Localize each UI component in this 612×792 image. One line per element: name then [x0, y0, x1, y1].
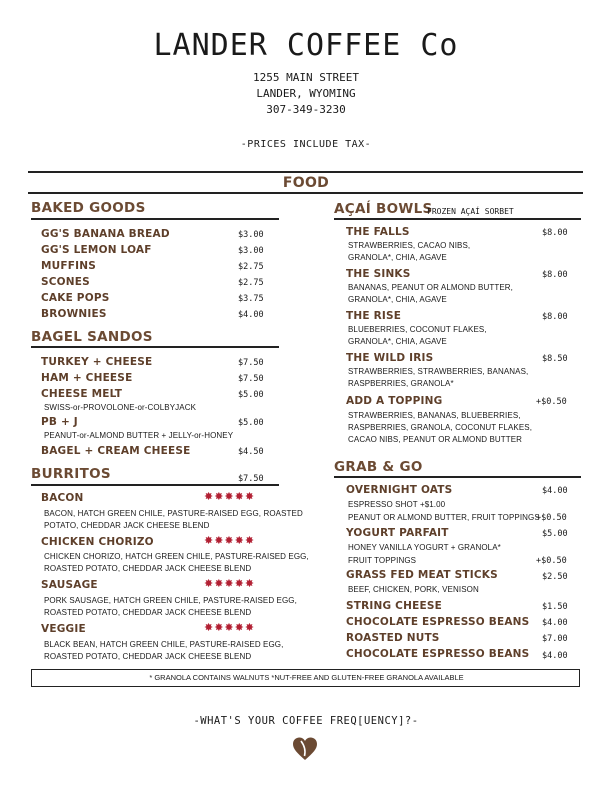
- item-name: CHOCOLATE ESPRESSO BEANS: [346, 616, 530, 628]
- item-description: BANANAS, PEANUT OR ALMOND BUTTER,: [348, 283, 513, 292]
- item-price: $4.00: [238, 310, 264, 320]
- tagline: -WHAT'S YOUR COFFEE FREQ[UENCY]?-: [193, 715, 419, 727]
- item-description: BLACK BEAN, HATCH GREEN CHILE, PASTURE-RAISED EGG,: [44, 640, 284, 649]
- item-price: $7.50: [238, 358, 264, 368]
- baked-goods-rule: [31, 218, 279, 220]
- item-name: CHICKEN CHORIZO: [41, 536, 154, 548]
- food-rule-top: [28, 171, 583, 173]
- item-price: $2.75: [238, 278, 264, 288]
- item-price: $2.75: [238, 262, 264, 272]
- item-name: GRASS FED MEAT STICKS: [346, 569, 498, 581]
- baked-goods-heading: BAKED GOODS: [31, 200, 146, 216]
- grab-and-go-heading: GRAB & GO: [334, 459, 423, 475]
- pepper-heat-rating: ✸✸✸✸✸: [204, 621, 256, 634]
- item-description: STRAWBERRIES, CACAO NIBS,: [348, 241, 471, 250]
- item-description: PEANUT-or-ALMOND BUTTER + JELLY-or-HONEY: [44, 431, 234, 440]
- pepper-heat-rating: ✸✸✸✸✸: [204, 577, 256, 590]
- acai-bowls-heading: AÇAÍ BOWLS: [334, 201, 433, 217]
- bagel-sandos-rule: [31, 346, 279, 348]
- item-price: $5.00: [238, 418, 264, 428]
- item-price: $2.50: [542, 572, 568, 582]
- address-line-2: LANDER, WYOMING: [256, 87, 356, 100]
- item-description: BACON, HATCH GREEN CHILE, PASTURE-RAISED EGG, ROASTED: [44, 509, 303, 518]
- item-description: BEEF, CHICKEN, PORK, VENISON: [348, 585, 479, 594]
- item-name: TURKEY + CHEESE: [41, 356, 153, 368]
- item-name: BROWNIES: [41, 308, 107, 320]
- item-price: $4.50: [238, 447, 264, 457]
- item-addon-price: +$0.50: [536, 513, 567, 523]
- item-price: $1.50: [542, 602, 568, 612]
- item-name: OVERNIGHT OATS: [346, 484, 453, 496]
- burritos-heading: BURRITOS: [31, 466, 111, 482]
- item-name: SCONES: [41, 276, 90, 288]
- grab-and-go-rule: [334, 476, 581, 478]
- item-name: BACON: [41, 492, 84, 504]
- item-price: $4.00: [542, 651, 568, 661]
- item-description: CACAO NIBS, PEANUT OR ALMOND BUTTER: [348, 435, 523, 444]
- item-name: THE FALLS: [346, 226, 410, 238]
- item-description: HONEY VANILLA YOGURT + GRANOLA*: [348, 543, 501, 552]
- item-name: ROASTED NUTS: [346, 632, 440, 644]
- item-description: POTATO, CHEDDAR JACK CHEESE BLEND: [44, 521, 210, 530]
- item-description: PORK SAUSAGE, HATCH GREEN CHILE, PASTURE-RAISED EGG,: [44, 596, 297, 605]
- item-price: $4.00: [542, 486, 568, 496]
- coffee-bean-heart-icon: [292, 736, 318, 762]
- item-name: STRING CHEESE: [346, 600, 442, 612]
- item-price: $3.00: [238, 246, 264, 256]
- item-name: BAGEL + CREAM CHEESE: [41, 445, 191, 457]
- item-description: SWISS-or-PROVOLONE-or-COLBYJACK: [44, 403, 197, 412]
- item-name: CHOCOLATE ESPRESSO BEANS: [346, 648, 530, 660]
- item-name: THE SINKS: [346, 268, 411, 280]
- item-description: ROASTED POTATO, CHEDDAR JACK CHEESE BLEND: [44, 608, 252, 617]
- item-name: CAKE POPS: [41, 292, 110, 304]
- item-price: $8.00: [542, 312, 568, 322]
- item-description: RASPBERRIES, GRANOLA*: [348, 379, 454, 388]
- item-description: ESPRESSO SHOT +$1.00: [348, 500, 446, 509]
- item-name: HAM + CHEESE: [41, 372, 133, 384]
- item-description: STRAWBERRIES, STRAWBERRIES, BANANAS,: [348, 367, 529, 376]
- item-name: VEGGIE: [41, 623, 86, 635]
- item-price: $8.50: [542, 354, 568, 364]
- item-price: $3.00: [238, 230, 264, 240]
- item-price: $7.50: [238, 374, 264, 384]
- item-price: $7.00: [542, 634, 568, 644]
- pepper-heat-rating: ✸✸✸✸✸: [204, 534, 256, 547]
- item-description: ROASTED POTATO, CHEDDAR JACK CHEESE BLEND: [44, 564, 252, 573]
- item-name: GG'S BANANA BREAD: [41, 228, 170, 240]
- item-price: $8.00: [542, 228, 568, 238]
- item-name: SAUSAGE: [41, 579, 98, 591]
- burritos-rule: [31, 484, 279, 486]
- item-price: $8.00: [542, 270, 568, 280]
- item-name: THE WILD IRIS: [346, 352, 434, 364]
- item-description: CHICKEN CHORIZO, HATCH GREEN CHILE, PASTURE-RAISED EGG,: [44, 552, 309, 561]
- item-description: GRANOLA*, CHIA, AGAVE: [348, 253, 447, 262]
- item-description: GRANOLA*, CHIA, AGAVE: [348, 295, 447, 304]
- item-name: PB + J: [41, 416, 78, 428]
- item-name: YOGURT PARFAIT: [346, 527, 449, 539]
- item-description: PEANUT OR ALMOND BUTTER, FRUIT TOPPINGS: [348, 513, 540, 522]
- granola-footnote: * GRANOLA CONTAINS WALNUTS *NUT-FREE AND GLUTEN-FREE GRANOLA AVAILABLE: [149, 673, 464, 682]
- address-line-1: 1255 MAIN STREET: [253, 71, 359, 84]
- bagel-sandos-heading: BAGEL SANDOS: [31, 329, 153, 345]
- item-description: FRUIT TOPPINGS: [348, 556, 417, 565]
- acai-bowls-subtitle: FROZEN AÇAÍ SORBET: [427, 207, 514, 216]
- item-name: GG'S LEMON LOAF: [41, 244, 152, 256]
- item-name: THE RISE: [346, 310, 402, 322]
- item-description: RASPBERRIES, GRANOLA, COCONUT FLAKES,: [348, 423, 533, 432]
- shop-title: LANDER COFFEE Co: [153, 28, 459, 63]
- item-price: +$0.50: [536, 397, 567, 407]
- item-description: BLUEBERRIES, COCONUT FLAKES,: [348, 325, 487, 334]
- item-price: $5.00: [542, 529, 568, 539]
- item-addon-price: +$0.50: [536, 556, 567, 566]
- food-heading: FOOD: [282, 175, 330, 191]
- item-price: $3.75: [238, 294, 264, 304]
- tax-note: -PRICES INCLUDE TAX-: [240, 139, 372, 150]
- item-description: ROASTED POTATO, CHEDDAR JACK CHEESE BLEND: [44, 652, 252, 661]
- item-description: STRAWBERRIES, BANANAS, BLUEBERRIES,: [348, 411, 521, 420]
- item-price: $4.00: [542, 618, 568, 628]
- phone-number: 307-349-3230: [266, 103, 346, 116]
- item-name: MUFFINS: [41, 260, 96, 272]
- pepper-heat-rating: ✸✸✸✸✸: [204, 490, 256, 503]
- item-name: CHEESE MELT: [41, 388, 123, 400]
- item-name: ADD A TOPPING: [346, 395, 443, 407]
- item-description: GRANOLA*, CHIA, AGAVE: [348, 337, 447, 346]
- burritos-price: $7.50: [238, 474, 264, 484]
- acai-bowls-rule: [334, 218, 581, 220]
- food-rule-bottom: [28, 192, 583, 194]
- item-price: $5.00: [238, 390, 264, 400]
- granola-footnote-box: [31, 669, 580, 687]
